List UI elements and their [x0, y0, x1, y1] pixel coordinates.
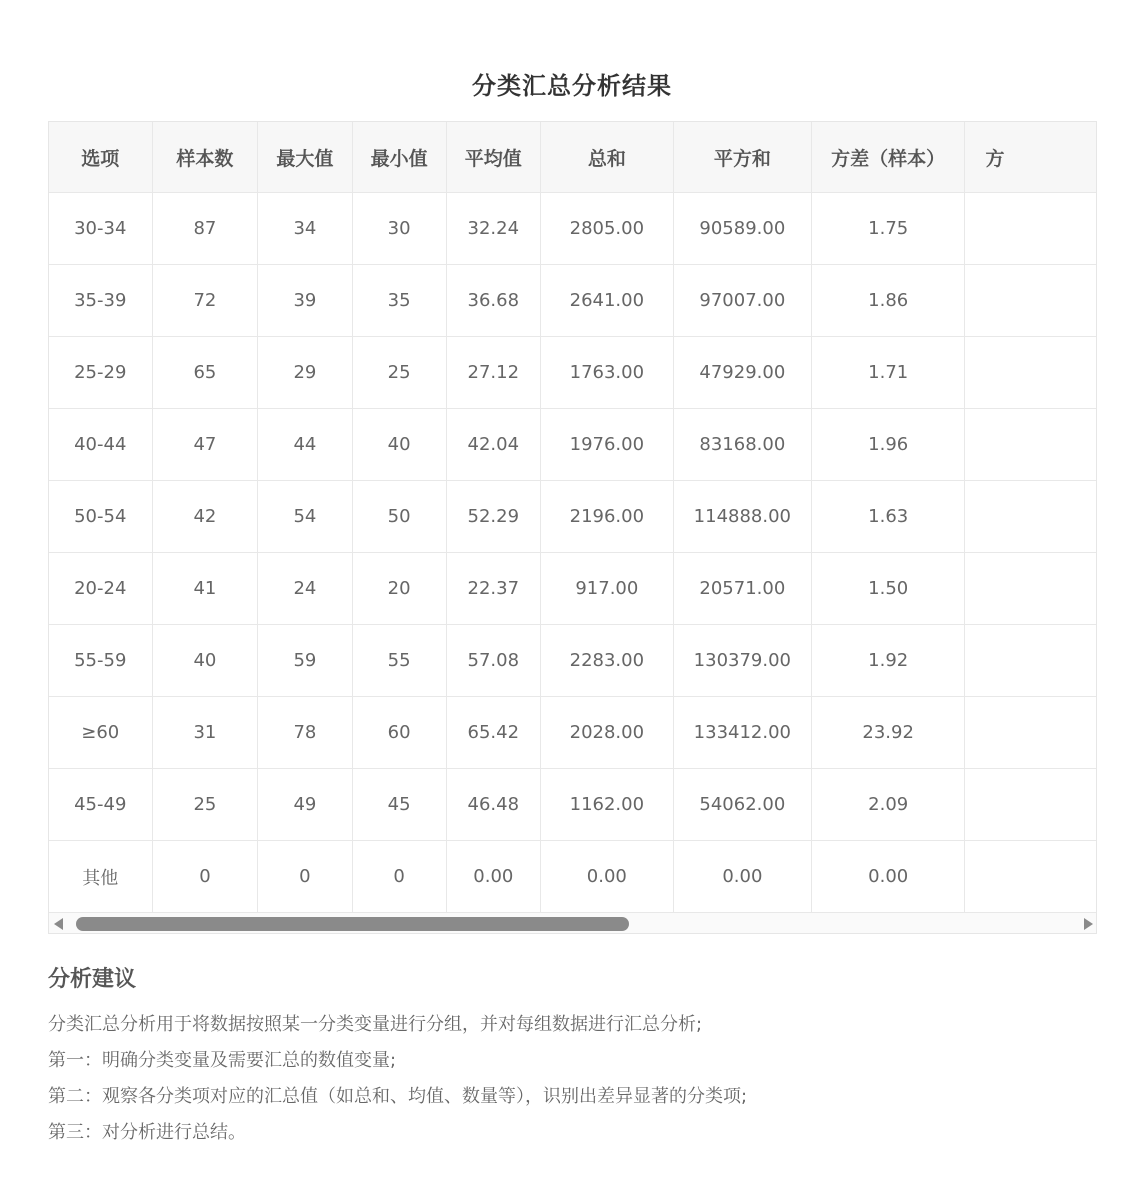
cell-truncated [965, 481, 1097, 553]
cell-sum-of-squares: 97007.00 [673, 265, 811, 337]
horizontal-scrollbar[interactable] [49, 912, 1097, 934]
cell-mean: 65.42 [446, 697, 540, 769]
scrollbar-thumb[interactable] [76, 917, 629, 931]
cell-min: 35 [352, 265, 446, 337]
analysis-advice-section [48, 962, 1098, 1151]
cell-max: 0 [258, 841, 352, 913]
cell-option: 45-49 [49, 769, 152, 841]
cell-sample-count: 41 [152, 553, 258, 625]
cell-sum: 2805.00 [540, 193, 673, 265]
cell-truncated [965, 841, 1097, 913]
cell-max: 24 [258, 553, 352, 625]
table-row [49, 193, 1097, 265]
col-header-truncated: 方 [965, 122, 1097, 193]
table-row [49, 409, 1097, 481]
cell-sum: 2283.00 [540, 625, 673, 697]
cell-mean: 46.48 [446, 769, 540, 841]
cell-min: 30 [352, 193, 446, 265]
cell-truncated [965, 769, 1097, 841]
cell-truncated [965, 625, 1097, 697]
cell-mean: 36.68 [446, 265, 540, 337]
page-title: 分类汇总分析结果 [472, 72, 672, 100]
cell-min: 45 [352, 769, 446, 841]
cell-sum-of-squares: 133412.00 [673, 697, 811, 769]
cell-sample-variance: 2.09 [811, 769, 965, 841]
cell-truncated [965, 265, 1097, 337]
cell-sum-of-squares: 130379.00 [673, 625, 811, 697]
cell-sample-variance: 1.96 [811, 409, 965, 481]
table-row [49, 481, 1097, 553]
cell-sum-of-squares: 47929.00 [673, 337, 811, 409]
scroll-left-icon[interactable] [54, 918, 63, 930]
cell-max: 39 [258, 265, 352, 337]
cell-sum: 1162.00 [540, 769, 673, 841]
cell-option: 25-29 [49, 337, 152, 409]
cell-sum-of-squares: 83168.00 [673, 409, 811, 481]
cell-max: 29 [258, 337, 352, 409]
cell-sum-of-squares: 0.00 [673, 841, 811, 913]
cell-mean: 27.12 [446, 337, 540, 409]
cell-option: 50-54 [49, 481, 152, 553]
cell-sample-count: 42 [152, 481, 258, 553]
cell-sample-count: 87 [152, 193, 258, 265]
cell-option: 40-44 [49, 409, 152, 481]
cell-sum: 2196.00 [540, 481, 673, 553]
cell-sample-count: 40 [152, 625, 258, 697]
col-header-max: 最大值 [258, 122, 352, 193]
cell-truncated [965, 409, 1097, 481]
col-header-mean: 平均值 [446, 122, 540, 193]
summary-table [49, 122, 1097, 913]
cell-truncated [965, 697, 1097, 769]
cell-min: 60 [352, 697, 446, 769]
table-row [49, 265, 1097, 337]
cell-truncated [965, 193, 1097, 265]
cell-sum: 1763.00 [540, 337, 673, 409]
cell-max: 54 [258, 481, 352, 553]
cell-sample-count: 65 [152, 337, 258, 409]
cell-mean: 52.29 [446, 481, 540, 553]
cell-sample-count: 0 [152, 841, 258, 913]
cell-sum: 2641.00 [540, 265, 673, 337]
table-viewport [49, 122, 1097, 913]
col-header-sample-variance: 方差（样本） [811, 122, 965, 193]
cell-sum: 2028.00 [540, 697, 673, 769]
cell-truncated [965, 337, 1097, 409]
cell-sum-of-squares: 114888.00 [673, 481, 811, 553]
table-header-row [49, 122, 1097, 193]
cell-sample-count: 31 [152, 697, 258, 769]
cell-mean: 32.24 [446, 193, 540, 265]
table-row [49, 625, 1097, 697]
scroll-right-icon[interactable] [1084, 918, 1093, 930]
cell-option: ≥60 [49, 697, 152, 769]
table-row [49, 553, 1097, 625]
cell-min: 50 [352, 481, 446, 553]
col-header-sum-of-squares: 平方和 [673, 122, 811, 193]
cell-mean: 42.04 [446, 409, 540, 481]
cell-sample-variance: 0.00 [811, 841, 965, 913]
cell-sum-of-squares: 90589.00 [673, 193, 811, 265]
cell-max: 78 [258, 697, 352, 769]
cell-option: 55-59 [49, 625, 152, 697]
cell-min: 40 [352, 409, 446, 481]
cell-sum-of-squares: 54062.00 [673, 769, 811, 841]
cell-max: 44 [258, 409, 352, 481]
advice-line: 第二：观察各分类项对应的汇总值（如总和、均值、数量等），识别出差异显著的分类项; [48, 1086, 748, 1107]
advice-line: 第三：对分析进行总结。 [48, 1122, 246, 1143]
cell-truncated [965, 553, 1097, 625]
cell-sum: 1976.00 [540, 409, 673, 481]
cell-sum-of-squares: 20571.00 [673, 553, 811, 625]
cell-min: 0 [352, 841, 446, 913]
cell-sample-variance: 23.92 [811, 697, 965, 769]
cell-min: 25 [352, 337, 446, 409]
cell-max: 49 [258, 769, 352, 841]
results-table-container [48, 121, 1097, 934]
cell-sample-count: 72 [152, 265, 258, 337]
advice-heading: 分析建议 [48, 967, 137, 992]
table-row [49, 337, 1097, 409]
cell-min: 20 [352, 553, 446, 625]
cell-option: 20-24 [49, 553, 152, 625]
cell-sum: 917.00 [540, 553, 673, 625]
advice-line: 第一：明确分类变量及需要汇总的数值变量; [48, 1050, 397, 1071]
col-header-min: 最小值 [352, 122, 446, 193]
cell-max: 34 [258, 193, 352, 265]
cell-sample-variance: 1.71 [811, 337, 965, 409]
cell-option: 35-39 [49, 265, 152, 337]
cell-sample-variance: 1.92 [811, 625, 965, 697]
cell-mean: 0.00 [446, 841, 540, 913]
cell-mean: 22.37 [446, 553, 540, 625]
cell-sample-variance: 1.86 [811, 265, 965, 337]
table-row [49, 697, 1097, 769]
cell-sample-variance: 1.50 [811, 553, 965, 625]
col-header-option: 选项 [49, 122, 152, 193]
cell-option: 30-34 [49, 193, 152, 265]
cell-sample-count: 25 [152, 769, 258, 841]
cell-mean: 57.08 [446, 625, 540, 697]
cell-sample-count: 47 [152, 409, 258, 481]
cell-max: 59 [258, 625, 352, 697]
advice-line: 分类汇总分析用于将数据按照某一分类变量进行分组，并对每组数据进行汇总分析; [48, 1014, 703, 1035]
col-header-sum: 总和 [540, 122, 673, 193]
cell-sample-variance: 1.75 [811, 193, 965, 265]
cell-sample-variance: 1.63 [811, 481, 965, 553]
cell-sum: 0.00 [540, 841, 673, 913]
cell-min: 55 [352, 625, 446, 697]
cell-option: 其他 [49, 841, 152, 913]
col-header-sample-count: 样本数 [152, 122, 258, 193]
table-row [49, 841, 1097, 913]
table-row [49, 769, 1097, 841]
